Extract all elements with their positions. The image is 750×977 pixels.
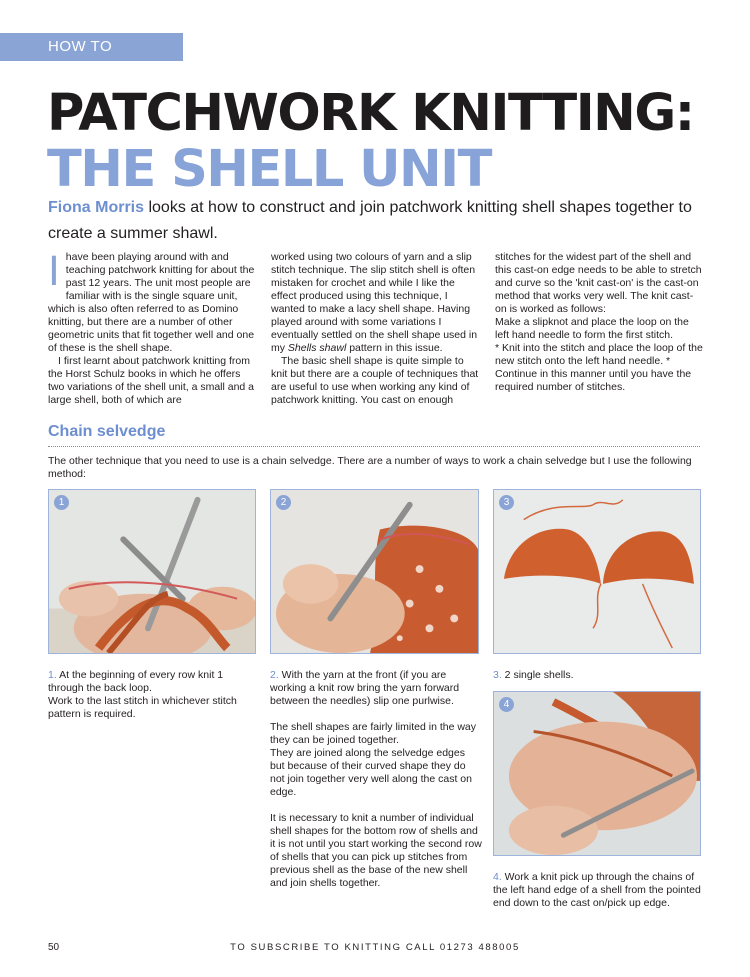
- dotted-divider: [48, 446, 700, 447]
- step-badge: 3: [499, 495, 514, 510]
- body-paragraph: The basic shell shape is quite simple to knit but there are a couple of techniques that are useful to use when working any kind of patchwork knitting. You cast on enough: [271, 355, 479, 406]
- caption-body: Work a knit pick up through the chains of the left hand edge of a shell from the pointed end down to the cast on/pick up edge.: [493, 871, 701, 909]
- body-paragraph: stitches for the widest part of the shell and this cast-on edge needs to be able to stretch and curve so the 'knit cast-on' is the cast-on method that works very well. The knit cast-on is worked as follows:: [495, 251, 702, 315]
- step-badge: 2: [276, 495, 291, 510]
- body-paragraph: I first learnt about patchwork knitting from the Horst Schulz books in which he offers two variations of the shell unit, a small and a large shell, both of which are: [48, 355, 255, 406]
- step-badge: 1: [54, 495, 69, 510]
- subscribe-footer: TO SUBSCRIBE TO KNITTING CALL 01273 488005: [230, 942, 520, 953]
- photo-step-4: [493, 691, 701, 856]
- caption-body: 2 single shells.: [501, 669, 574, 681]
- drop-cap: I: [48, 249, 60, 295]
- page-number: 50: [48, 942, 60, 953]
- chain-selvedge-heading: Chain selvedge: [48, 423, 166, 440]
- section-tag-label: HOW TO: [48, 38, 113, 55]
- caption-step-1: [48, 669, 256, 721]
- body-column-1: [48, 251, 256, 407]
- body-column-3: [495, 251, 703, 394]
- caption-text: [270, 669, 482, 708]
- caption-step-2: [270, 669, 482, 890]
- pick-up-stitches-image: [494, 692, 700, 855]
- slip-stitch-image: [271, 490, 478, 653]
- standfirst: [48, 195, 708, 247]
- article-title: [47, 86, 694, 198]
- caption-text: [48, 669, 256, 695]
- photo-step-3: [493, 489, 701, 654]
- caption-number: 2.: [270, 669, 279, 681]
- caption-step-4: [493, 871, 703, 910]
- section-tag: [0, 33, 183, 61]
- body-paragraph: * Knit into the stitch and place the loop of the new stitch onto the left hand needle. * Continue in this manner until you have the required number of stitches.: [495, 342, 703, 393]
- caption-text: [493, 871, 703, 910]
- body-column-2: [271, 251, 479, 407]
- caption-number: 1.: [48, 669, 57, 681]
- body-text: pattern in this issue.: [346, 342, 443, 354]
- body-paragraph: Make a slipknot and place the loop on the left hand needle to form the first stitch.: [495, 316, 689, 341]
- caption-body: At the beginning of every row knit 1 through the back loop.: [48, 669, 224, 694]
- title-line-1: PATCHWORK KNITTING:: [47, 84, 694, 143]
- caption-text: [493, 669, 701, 682]
- caption-text: It is necessary to knit a number of individual shell shapes for the bottom row of shells and it is not until you start working the second row of shells that you can pick up stitches from previous shell as the base of the new shell and join shells together.: [270, 812, 482, 889]
- step-badge: 4: [499, 697, 514, 712]
- caption-number: 4.: [493, 871, 502, 883]
- body-paragraph: [48, 251, 256, 355]
- caption-text: They are joined along the selvedge edges but because of their curved shape they do not join together very well along the cast on edge.: [270, 747, 472, 798]
- photo-step-1: [48, 489, 256, 654]
- caption-text: The shell shapes are fairly limited in the way they can be joined together.: [270, 721, 477, 746]
- body-text: worked using two colours of yarn and a slip stitch technique. The slip stitch shell is often mistaken for crochet and while I like the effect produced using this technique, I wanted to make a lacy shell shape. Having played around with some variations I eventually settled on the shell shape used in my: [271, 251, 478, 354]
- caption-text: Work to the last stitch in whichever stitch pattern is required.: [48, 695, 237, 720]
- chain-selvedge-intro: The other technique that you need to use is a chain selvedge. There are a number of ways to work a chain selvedge but I use the following method:: [48, 455, 692, 480]
- body-text: have been playing around with and teaching patchwork knitting for about the past 12 years. The unit most people are familiar with is the single square unit, which is also often referred to as Domino knitting, but there are a number of other geometric units that fit together well and one of these is the shell shape.: [48, 251, 255, 354]
- body-paragraph: [271, 251, 479, 355]
- title-line-2: THE SHELL UNIT: [47, 140, 491, 199]
- caption-body: With the yarn at the front (if you are working a knit row bring the yarn forward between the needles) slip one purlwise.: [270, 669, 460, 707]
- standfirst-text: looks at how to construct and join patchwork knitting shell shapes together to create a summer shawl.: [48, 199, 692, 242]
- caption-number: 3.: [493, 669, 502, 681]
- two-shells-image: [494, 490, 700, 653]
- author-name: Fiona Morris: [48, 199, 145, 216]
- caption-step-3: [493, 669, 701, 682]
- knitting-needles-image: [49, 490, 255, 653]
- pattern-name: Shells shawl: [287, 342, 347, 354]
- photo-step-2: [270, 489, 479, 654]
